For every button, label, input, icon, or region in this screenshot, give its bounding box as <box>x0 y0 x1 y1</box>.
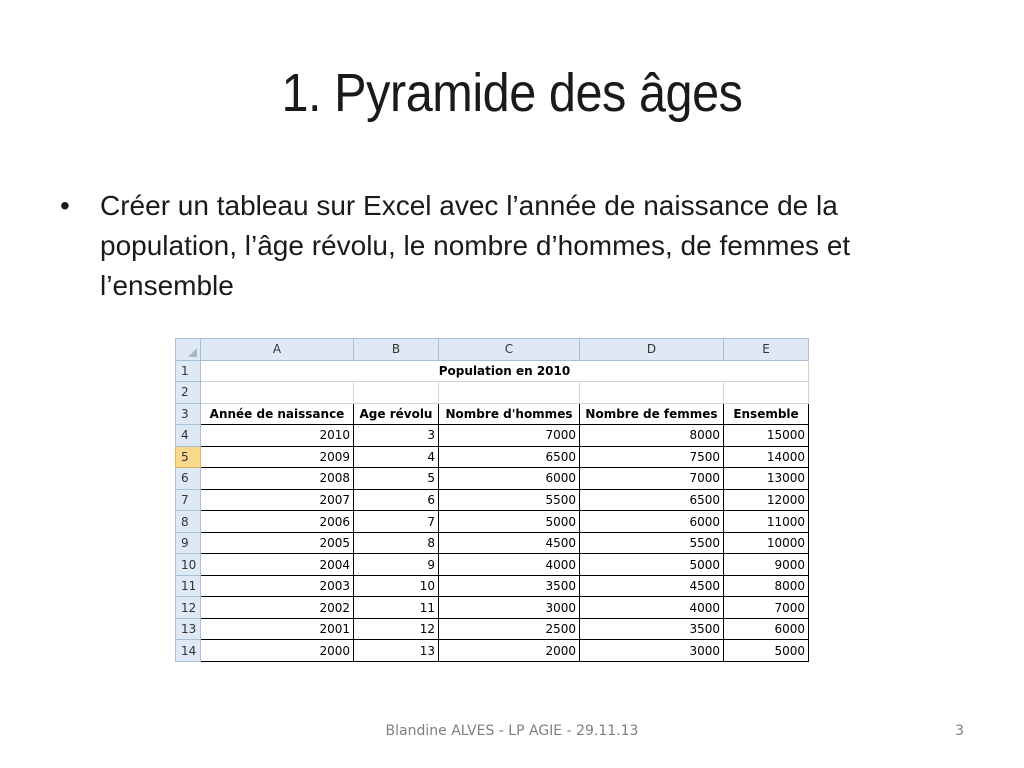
data-cell[interactable]: 2000 <box>201 640 354 662</box>
data-cell[interactable]: 5500 <box>439 489 580 511</box>
data-cell[interactable]: 7000 <box>724 597 809 619</box>
column-header[interactable]: B <box>354 339 439 361</box>
data-cell[interactable]: 10000 <box>724 532 809 554</box>
data-cell[interactable]: 15000 <box>724 425 809 447</box>
table-row <box>176 489 809 511</box>
table-row <box>176 511 809 533</box>
select-all-icon <box>188 348 197 357</box>
table-row <box>176 532 809 554</box>
data-cell[interactable]: 3 <box>354 425 439 447</box>
data-cell[interactable]: 3000 <box>580 640 724 662</box>
data-cell[interactable]: 9000 <box>724 554 809 576</box>
table-row <box>176 468 809 490</box>
table-row <box>176 446 809 468</box>
data-cell[interactable]: 7000 <box>439 425 580 447</box>
table-row <box>176 554 809 576</box>
data-cell[interactable]: 4500 <box>580 575 724 597</box>
header-cell[interactable]: Age révolu <box>354 403 439 425</box>
data-cell[interactable]: 6500 <box>439 446 580 468</box>
data-cell[interactable]: 2004 <box>201 554 354 576</box>
data-cell[interactable]: 8 <box>354 532 439 554</box>
data-cell[interactable]: 7500 <box>580 446 724 468</box>
column-header[interactable]: C <box>439 339 580 361</box>
row-header[interactable]: 10 <box>176 554 201 576</box>
data-cell[interactable]: 2500 <box>439 618 580 640</box>
data-cell[interactable]: 6000 <box>439 468 580 490</box>
empty-cell[interactable] <box>580 382 724 404</box>
data-cell[interactable]: 2000 <box>439 640 580 662</box>
table-row <box>176 360 809 382</box>
data-cell[interactable]: 4500 <box>439 532 580 554</box>
data-cell[interactable]: 2002 <box>201 597 354 619</box>
data-cell[interactable]: 12000 <box>724 489 809 511</box>
data-cell[interactable]: 2008 <box>201 468 354 490</box>
column-header[interactable]: D <box>580 339 724 361</box>
data-cell[interactable]: 12 <box>354 618 439 640</box>
column-header-row <box>176 339 809 361</box>
data-cell[interactable]: 7000 <box>580 468 724 490</box>
header-cell[interactable]: Année de naissance <box>201 403 354 425</box>
row-header[interactable]: 7 <box>176 489 201 511</box>
table-row <box>176 640 809 662</box>
bullet-symbol: • <box>60 190 70 221</box>
data-cell[interactable]: 4 <box>354 446 439 468</box>
data-cell[interactable]: 13000 <box>724 468 809 490</box>
table-row <box>176 597 809 619</box>
data-cell[interactable]: 13 <box>354 640 439 662</box>
data-cell[interactable]: 2003 <box>201 575 354 597</box>
data-cell[interactable]: 4000 <box>439 554 580 576</box>
bullet-point <box>60 186 900 306</box>
row-header[interactable]: 14 <box>176 640 201 662</box>
table-header-row <box>176 403 809 425</box>
data-cell[interactable]: 2006 <box>201 511 354 533</box>
header-cell[interactable]: Nombre d'hommes <box>439 403 580 425</box>
row-header[interactable]: 1 <box>176 360 201 382</box>
page-number: 3 <box>955 723 964 739</box>
data-cell[interactable]: 8000 <box>580 425 724 447</box>
select-all-corner[interactable] <box>176 339 201 361</box>
data-cell[interactable]: 10 <box>354 575 439 597</box>
data-cell[interactable]: 6 <box>354 489 439 511</box>
data-cell[interactable]: 14000 <box>724 446 809 468</box>
row-header[interactable]: 2 <box>176 382 201 404</box>
data-cell[interactable]: 5500 <box>580 532 724 554</box>
column-header[interactable]: E <box>724 339 809 361</box>
data-cell[interactable]: 2007 <box>201 489 354 511</box>
data-cell[interactable]: 2005 <box>201 532 354 554</box>
empty-cell[interactable] <box>354 382 439 404</box>
row-header[interactable]: 3 <box>176 403 201 425</box>
empty-cell[interactable] <box>439 382 580 404</box>
data-cell[interactable]: 4000 <box>580 597 724 619</box>
header-cell[interactable]: Nombre de femmes <box>580 403 724 425</box>
data-cell[interactable]: 8000 <box>724 575 809 597</box>
data-cell[interactable]: 5 <box>354 468 439 490</box>
data-cell[interactable]: 6000 <box>724 618 809 640</box>
slide-footer: Blandine ALVES - LP AGIE - 29.11.13 <box>385 723 639 739</box>
row-header[interactable]: 11 <box>176 575 201 597</box>
data-cell[interactable]: 9 <box>354 554 439 576</box>
excel-spreadsheet <box>175 338 809 662</box>
header-cell[interactable]: Ensemble <box>724 403 809 425</box>
row-header[interactable]: 6 <box>176 468 201 490</box>
table-row <box>176 618 809 640</box>
data-cell[interactable]: 3500 <box>580 618 724 640</box>
data-cell[interactable]: 2001 <box>201 618 354 640</box>
data-cell[interactable]: 2010 <box>201 425 354 447</box>
data-cell[interactable]: 5000 <box>439 511 580 533</box>
table-row <box>176 425 809 447</box>
data-cell[interactable]: 11000 <box>724 511 809 533</box>
row-header[interactable]: 9 <box>176 532 201 554</box>
table-title-cell[interactable]: Population en 2010 <box>201 360 809 382</box>
data-cell[interactable]: 11 <box>354 597 439 619</box>
column-header[interactable]: A <box>201 339 354 361</box>
row-header[interactable]: 12 <box>176 597 201 619</box>
empty-cell[interactable] <box>201 382 354 404</box>
data-cell[interactable]: 6000 <box>580 511 724 533</box>
row-header[interactable]: 8 <box>176 511 201 533</box>
row-header[interactable]: 5 <box>176 446 201 468</box>
bullet-text: Créer un tableau sur Excel avec l’année de naissance de la population, l’âge révolu, le nombre d’hommes, de femmes et l’ensemble <box>100 190 851 301</box>
data-cell[interactable]: 3500 <box>439 575 580 597</box>
table-row <box>176 382 809 404</box>
data-cell[interactable]: 7 <box>354 511 439 533</box>
slide-title: 1. Pyramide des âges <box>281 63 743 123</box>
data-cell[interactable]: 5000 <box>580 554 724 576</box>
data-cell[interactable]: 6500 <box>580 489 724 511</box>
row-header[interactable]: 4 <box>176 425 201 447</box>
empty-cell[interactable] <box>724 382 809 404</box>
row-header[interactable]: 13 <box>176 618 201 640</box>
data-cell[interactable]: 5000 <box>724 640 809 662</box>
table-row <box>176 575 809 597</box>
data-cell[interactable]: 2009 <box>201 446 354 468</box>
data-cell[interactable]: 3000 <box>439 597 580 619</box>
